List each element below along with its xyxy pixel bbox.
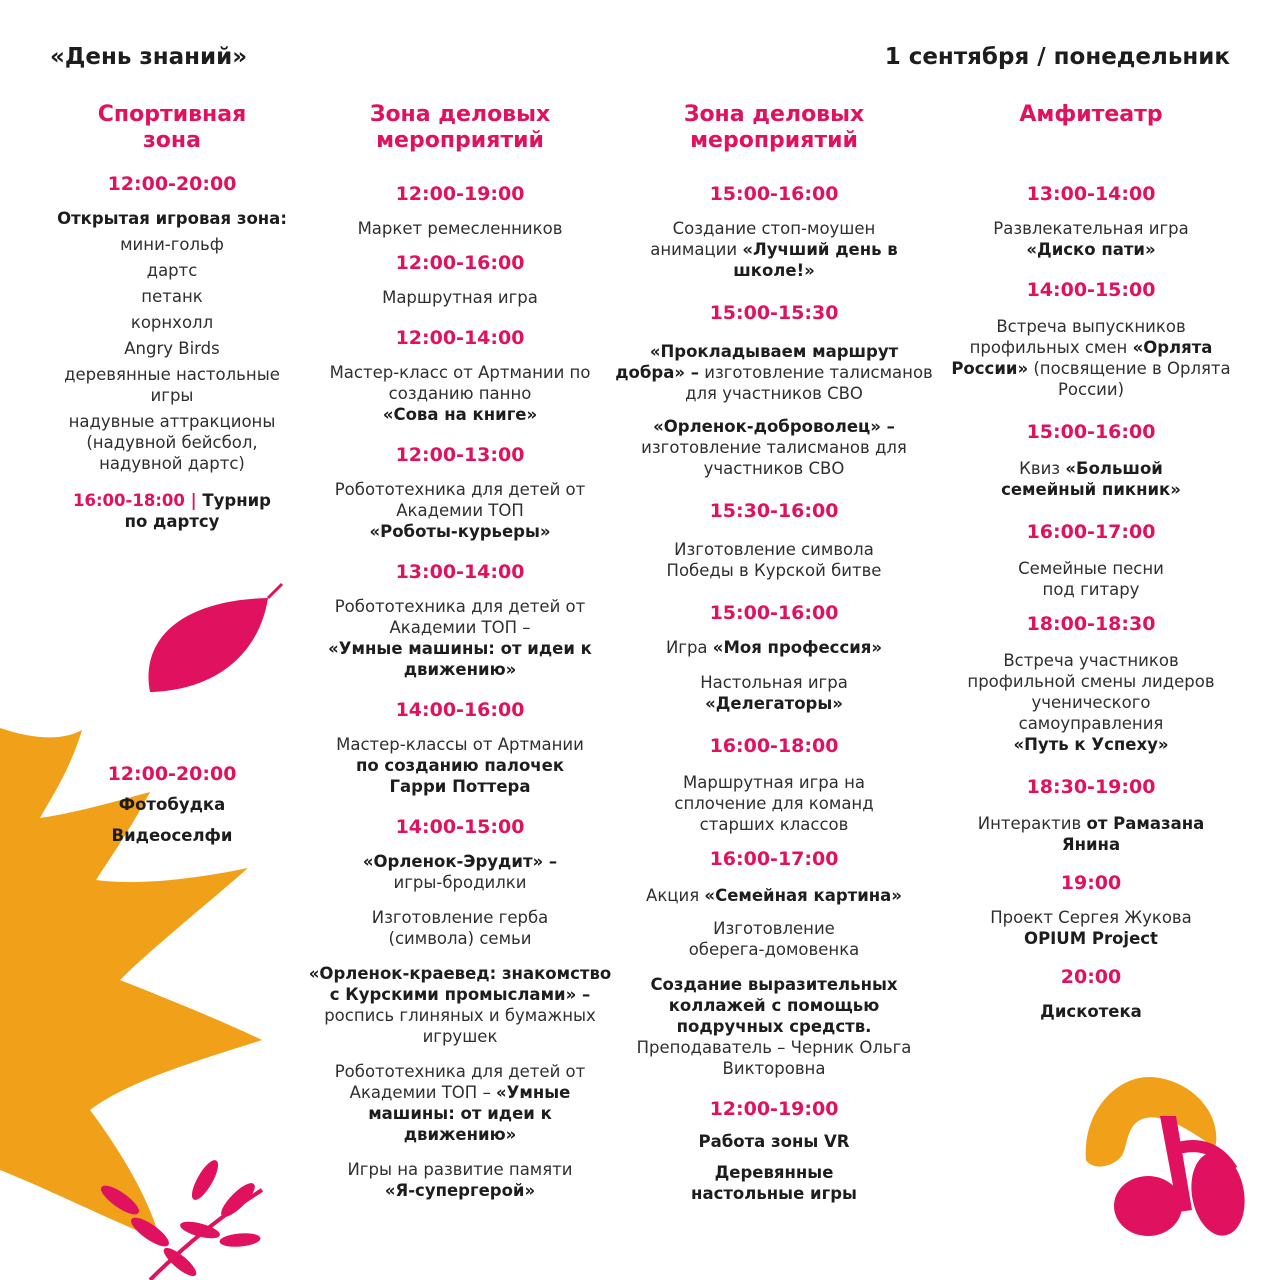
event-entry (615, 637, 933, 658)
event-text: игры-бродилки (393, 873, 527, 892)
event-entry (302, 1061, 618, 1145)
event-name: «Моя профессия» (712, 638, 883, 657)
event-entry (615, 341, 933, 404)
time-label: 16:00-18:00 (72, 491, 185, 510)
event-text: Робототехника для детей от Академии ТОП – (334, 597, 586, 637)
event-entry (302, 479, 618, 542)
time-label: 13:00-14:00 (1026, 183, 1156, 205)
column-photo-zone (42, 762, 302, 846)
event-text: Интерактив (977, 814, 1082, 833)
time-label: 14:00-16:00 (395, 699, 525, 721)
event-text: Семейные песни под гитару (1018, 559, 1164, 599)
event-text: Игры на развитие памяти (347, 1160, 573, 1179)
time-label: 18:00-18:30 (1026, 613, 1156, 635)
list-item: Angry Birds (124, 339, 220, 358)
event-name: «Орленок-доброволец» – (653, 417, 895, 436)
event-name: «Умные машины: от идеи к движению» (368, 1083, 571, 1144)
event-entry (950, 813, 1232, 855)
event-entry (615, 416, 933, 479)
event-text: Изготовление символа Победы в Курской битве (666, 540, 882, 580)
time-label: 12:00-16:00 (395, 252, 525, 274)
event-name: «Умные машины: от идеи к движению» (328, 639, 592, 679)
event-name: Создание выразительных коллажей с помощью подручных средств. (650, 975, 898, 1036)
zone-title: Спортивная зона (97, 102, 247, 153)
zone-title: Зона деловых мероприятий (683, 102, 865, 153)
time-label: 20:00 (1060, 966, 1122, 988)
event-text: Квиз (1019, 459, 1061, 478)
list-item: дартс (146, 261, 198, 280)
pink-leaf-icon (148, 584, 282, 692)
event-text: Робототехника для детей от Академии ТОП (334, 480, 586, 520)
event-text: Акция (646, 886, 700, 905)
event-name: Видеоселфи (111, 826, 233, 845)
list-item: петанк (141, 287, 203, 306)
column-amphitheater (950, 102, 1232, 1022)
event-text: Настольная игра (700, 673, 848, 692)
event-name: Деревянные настольные игры (691, 1163, 857, 1203)
event-entry (302, 851, 618, 893)
event-entry (302, 734, 618, 797)
event-name: «Путь к Успеху» (1013, 735, 1169, 754)
time-label: 14:00-15:00 (395, 816, 525, 838)
event-text: Проект Сергея Жукова (990, 908, 1192, 927)
event-entry (302, 963, 618, 1047)
time-label: 12:00-20:00 (107, 763, 237, 785)
time-label: 12:00-13:00 (395, 444, 525, 466)
column-sport-zone (42, 102, 302, 532)
event-text: Мастер-класс от Артмании по созданию панно (329, 363, 591, 403)
time-label: 15:00-16:00 (1026, 421, 1156, 443)
time-label: 12:00-20:00 (107, 173, 237, 195)
event-entry (950, 316, 1232, 400)
time-label: 16:00-18:00 (709, 735, 839, 757)
event-text: изготовление талисманов для участников СВО (641, 438, 907, 478)
time-label: 16:00-17:00 (709, 848, 839, 870)
time-label: 14:00-15:00 (1026, 279, 1156, 301)
event-entry (615, 885, 933, 906)
event-name: «Прокладываем маршрут добра» – (615, 342, 899, 382)
time-label: 15:00-16:00 (709, 602, 839, 624)
event-entry (302, 362, 618, 425)
event-entry (615, 672, 933, 714)
time-label: 13:00-14:00 (395, 561, 525, 583)
event-text: Встреча выпускников профильных смен (969, 317, 1186, 357)
list-item: мини-гольф (120, 235, 224, 254)
event-text: Встреча участников профильной смены лидеров ученического самоуправления (967, 651, 1215, 733)
activity-list (42, 234, 302, 474)
event-date: 1 сентября / понедельник (884, 44, 1230, 70)
column-business-zone-2 (615, 102, 933, 1204)
event-text: Маршрутная игра на сплочение для команд старших классов (674, 773, 874, 834)
event-entry (302, 596, 618, 680)
list-item: корнхолл (130, 313, 214, 332)
zone-title: Амфитеатр (1019, 102, 1163, 127)
time-label: 15:00-16:00 (709, 183, 839, 205)
event-name: Работа зоны VR (698, 1132, 850, 1151)
event-text: Создание стоп-моушен анимации (650, 219, 876, 259)
event-text: Мастер-классы от Артмании (336, 735, 584, 754)
list-item: деревянные настольные игры (64, 365, 280, 405)
event-name: от Рамазана Янина (1061, 814, 1205, 854)
event-text: Преподаватель – Черник Ольга Викторовна (636, 1038, 912, 1078)
event-name: «Роботы-курьеры» (369, 522, 551, 541)
time-label: 16:00-17:00 (1026, 521, 1156, 543)
event-name: «Орленок-Эрудит» – (362, 852, 558, 871)
column-business-zone-1 (302, 102, 618, 1201)
event-text: Изготовление герба (символа) семьи (371, 908, 549, 948)
separator: | (184, 491, 203, 510)
zone-title: Зона деловых мероприятий (369, 102, 551, 153)
time-label: 12:00-14:00 (395, 327, 525, 349)
time-label: 15:30-16:00 (709, 500, 839, 522)
event-entry (950, 218, 1232, 260)
event-name: «Орленок-краевед: знакомство с Курскими промыслами» – (308, 964, 612, 1004)
open-zone-label: Открытая игровая зона: (57, 209, 287, 228)
time-label: 19:00 (1060, 872, 1122, 894)
event-entry (950, 650, 1232, 755)
event-entry (615, 218, 933, 281)
event-name: Фотобудка (118, 795, 226, 814)
event-text: Изготовление оберега-домовенка (688, 919, 860, 959)
list-item: надувные аттракционы (надувной бейсбол, надувной дартс) (68, 412, 276, 473)
event-text: Развлекательная игра (993, 219, 1189, 238)
event-name: OPIUM Project (1024, 929, 1158, 948)
event-text: Маркет ремесленников (357, 219, 563, 238)
event-text: Игра (665, 638, 708, 657)
event-entry (302, 1159, 618, 1201)
event-name: Дискотека (1040, 1002, 1142, 1021)
event-name: «Делегаторы» (705, 694, 843, 713)
event-name: «Диско пати» (1026, 240, 1156, 259)
event-entry (950, 907, 1232, 949)
event-name: «Я-супергерой» (384, 1181, 536, 1200)
tournament-entry (42, 490, 302, 532)
event-text: изготовление талисманов для участников СВО (685, 363, 933, 403)
event-name: «Орлята России» (951, 338, 1213, 378)
event-name: «Семейная картина» (704, 886, 902, 905)
event-text: роспись глиняных и бумажных игрушек (324, 1006, 596, 1046)
event-name: «Лучший день в школе!» (733, 240, 898, 280)
event-entry (615, 974, 933, 1079)
event-entry (950, 458, 1232, 500)
event-title: «День знаний» (50, 44, 248, 70)
event-name: «Большой семейный пикник» (1001, 459, 1181, 499)
music-note-icon (1086, 1077, 1251, 1240)
event-text: Маршрутная игра (382, 288, 538, 307)
event-name: «Сова на книге» (382, 405, 538, 424)
time-label: 12:00-19:00 (709, 1098, 839, 1120)
event-text: Робототехника для детей от Академии ТОП – (334, 1062, 586, 1102)
time-label: 15:00-15:30 (709, 302, 839, 324)
event-name: Турнир по дартсу (124, 491, 271, 531)
event-text: (посвящение в Орлята России) (1033, 359, 1231, 399)
time-label: 12:00-19:00 (395, 183, 525, 205)
event-name: по созданию палочек Гарри Поттера (355, 756, 565, 796)
time-label: 18:30-19:00 (1026, 776, 1156, 798)
